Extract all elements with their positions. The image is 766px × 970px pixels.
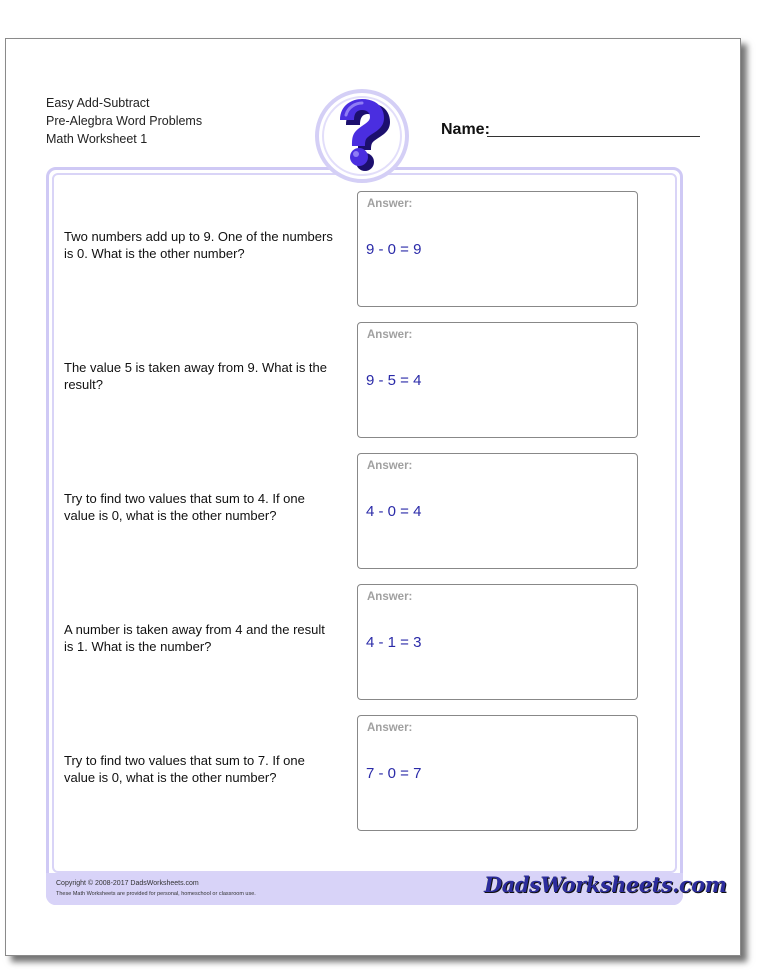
name-field-line[interactable] (487, 136, 700, 137)
brand-logo: DadsWorksheets.com (484, 872, 727, 897)
usage-text: These Math Worksheets are provided for personal, homeschool or classroom use. (56, 891, 256, 897)
worksheet-title (46, 94, 202, 148)
answer-label: Answer: (367, 329, 413, 341)
problem-5-answer: 7 - 0 = 7 (366, 765, 422, 782)
title-line-3: Math Worksheet 1 (46, 132, 148, 146)
problem-3-answer-box[interactable] (357, 453, 638, 569)
footer-copyright-block (56, 879, 256, 899)
problem-4-answer-box[interactable] (357, 584, 638, 700)
problem-3-answer: 4 - 0 = 4 (366, 503, 422, 520)
problem-1-answer: 9 - 0 = 9 (366, 241, 422, 258)
problem-2-question: The value 5 is taken away from 9. What is the result? (64, 360, 328, 392)
title-line-1: Easy Add-Subtract (46, 96, 150, 110)
question-mark-icon (332, 99, 392, 171)
problem-4-question: A number is taken away from 4 and the result is 1. What is the number? (64, 622, 325, 654)
problem-1-answer-box[interactable] (357, 191, 638, 307)
problem-5-answer-box[interactable] (357, 715, 638, 831)
problem-2-answer-box[interactable] (357, 322, 638, 438)
problem-5-question: Try to find two values that sum to 7. If one value is 0, what is the other number? (64, 753, 305, 785)
answer-label: Answer: (367, 198, 413, 210)
answer-label: Answer: (367, 460, 413, 472)
problem-4-answer: 4 - 1 = 3 (366, 634, 422, 651)
answer-label: Answer: (367, 591, 413, 603)
name-label: Name: (441, 121, 490, 138)
problem-3-question: Try to find two values that sum to 4. If one value is 0, what is the other number? (64, 491, 305, 523)
answer-label: Answer: (367, 722, 413, 734)
problem-2-answer: 9 - 5 = 4 (366, 372, 422, 389)
problem-1-question: Two numbers add up to 9. One of the numbers is 0. What is the other number? (64, 229, 333, 261)
title-line-2: Pre-Alegbra Word Problems (46, 114, 203, 128)
copyright-text: Copyright © 2008-2017 DadsWorksheets.com (56, 880, 199, 887)
